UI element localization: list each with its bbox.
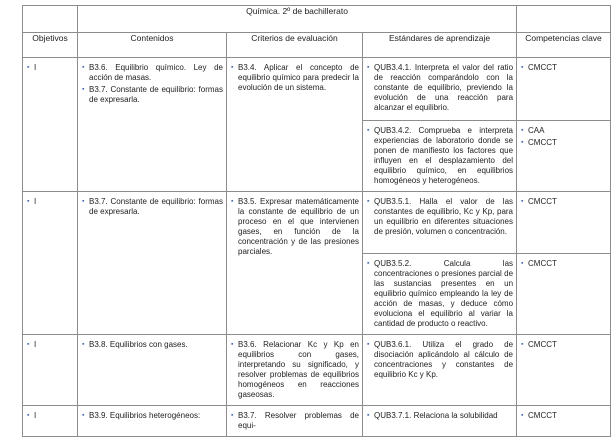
bullet-icon: ▪ <box>27 341 30 348</box>
bullet-icon: ▪ <box>521 64 524 71</box>
bullet-icon: ▪ <box>82 198 85 205</box>
objetivo-item: ▪ I <box>27 63 37 72</box>
estandar-item: ▪ QUB3.5.1. Halla el valor de las constantes de equilibrio, Kc y Kp, para un equilibrio en diferentes situaciones de presión, volumen o concentración. <box>367 197 514 236</box>
criterio-item: ▪ B3.6. Relacionar Kc y Kp en equilibrios con gases, interpretando su significado, y resolver problemas de equilibrios homogéneos en reacciones gaseosas. <box>231 340 359 399</box>
bullet-icon: ▪ <box>367 198 370 205</box>
bullet-icon: ▪ <box>367 127 370 134</box>
contenido-item: ▪ B3.7. Constante de equilibrio: formas de expresarla. <box>82 85 223 104</box>
header-objetivos: Objetivos <box>23 33 78 58</box>
bullet-icon: ▪ <box>521 127 524 134</box>
corner-cell <box>23 6 78 33</box>
competencia-item: ▪ CMCCT <box>521 197 557 206</box>
bullet-icon: ▪ <box>521 412 524 419</box>
corner-cell <box>517 6 611 33</box>
bullet-icon: ▪ <box>82 341 85 348</box>
bullet-icon: ▪ <box>27 198 30 205</box>
contenido-item: ▪ B3.8. Equilibrios con gases. <box>82 340 188 349</box>
objetivo-item: ▪ I <box>27 411 37 420</box>
bullet-icon: ▪ <box>82 412 85 419</box>
bullet-icon: ▪ <box>82 86 85 93</box>
contenido-item: ▪ B3.7. Constante de equilibrio: formas de expresarla. <box>82 197 223 216</box>
header-criterios: Criterios de evaluación <box>227 33 363 58</box>
contenido-item: ▪ B3.6. Equilibrio químico. Ley de acción de masas. <box>82 63 223 82</box>
estandar-item: ▪ QUB3.4.1. Interpreta el valor del ratio de reacción comparándolo con la constante de equilibrio, previendo la evolución de una reacción para alcanzar el equilibrio. <box>367 63 514 112</box>
curriculum-table <box>22 5 611 437</box>
objetivo-item: ▪ I <box>27 340 37 349</box>
table-row <box>23 335 611 406</box>
objetivo-item: ▪ I <box>27 197 37 206</box>
estandar-item: ▪ QUB3.6.1. Utiliza el grado de disociación aplicándolo al cálculo de concentraciones y constantes de equilibrio Kc y Kp. <box>367 340 514 379</box>
bullet-icon: ▪ <box>521 341 524 348</box>
table-row <box>23 406 611 437</box>
estandar-item: ▪ QUB3.5.2. Calcula las concentraciones o presiones parcial de las sustancias presentes en un equilibrio químico empleando la ley de acción de masas, y deduce cómo evoluciona el equilibrio al variar la cantidad de producto o reactivo. <box>367 259 514 328</box>
estandar-item: ▪ QUB3.7.1. Relaciona la solubilidad <box>367 411 498 420</box>
header-estandares: Estándares de aprendizaje <box>363 33 517 58</box>
bullet-icon: ▪ <box>521 260 524 267</box>
bullet-icon: ▪ <box>367 260 370 267</box>
bullet-icon: ▪ <box>367 341 370 348</box>
table-row <box>23 58 611 121</box>
competencia-item: ▪ CMCCT <box>521 259 557 268</box>
contenido-item: ▪ B3.9. Equilibrios heterogéneos: <box>82 411 201 420</box>
bullet-icon: ▪ <box>521 139 524 146</box>
competencia-item: ▪ CMCCT <box>521 411 557 420</box>
bullet-icon: ▪ <box>231 64 234 71</box>
table-row <box>23 192 611 254</box>
competencia-item: ▪ CMCCT <box>521 63 557 72</box>
bullet-icon: ▪ <box>521 198 524 205</box>
bullet-icon: ▪ <box>27 412 30 419</box>
bullet-icon: ▪ <box>82 64 85 71</box>
bullet-icon: ▪ <box>367 64 370 71</box>
bullet-icon: ▪ <box>231 412 234 419</box>
bullet-icon: ▪ <box>27 64 30 71</box>
bullet-icon: ▪ <box>231 341 234 348</box>
table-title: Química. 2º de bachillerato <box>78 6 517 33</box>
estandar-item: ▪ QUB3.4.2. Comprueba e interpreta experiencias de laboratorio donde se ponen de manifiesto los factores que influyen en el desplazamiento del equilibrio químico, en equilibrios homogéneos y heterogéneos. <box>367 126 514 185</box>
bullet-icon: ▪ <box>231 198 234 205</box>
criterio-item: ▪ B3.7. Resolver problemas de equi- <box>231 411 359 430</box>
header-contenidos: Contenidos <box>78 33 227 58</box>
competencia-item: ▪ CAA <box>521 126 545 135</box>
criterio-item: ▪ B3.4. Aplicar el concepto de equilibrio químico para predecir la evolución de un sistema. <box>231 63 359 92</box>
bullet-icon: ▪ <box>367 412 370 419</box>
header-competencias: Competencias clave <box>517 33 611 58</box>
criterio-item: ▪ B3.5. Expresar matemáticamente la constante de equilibrio de un proceso en el que intervienen gases, en función de la concentración y de las presiones parciales. <box>231 197 359 256</box>
competencia-item: ▪ CMCCT <box>521 138 557 147</box>
competencia-item: ▪ CMCCT <box>521 340 557 349</box>
